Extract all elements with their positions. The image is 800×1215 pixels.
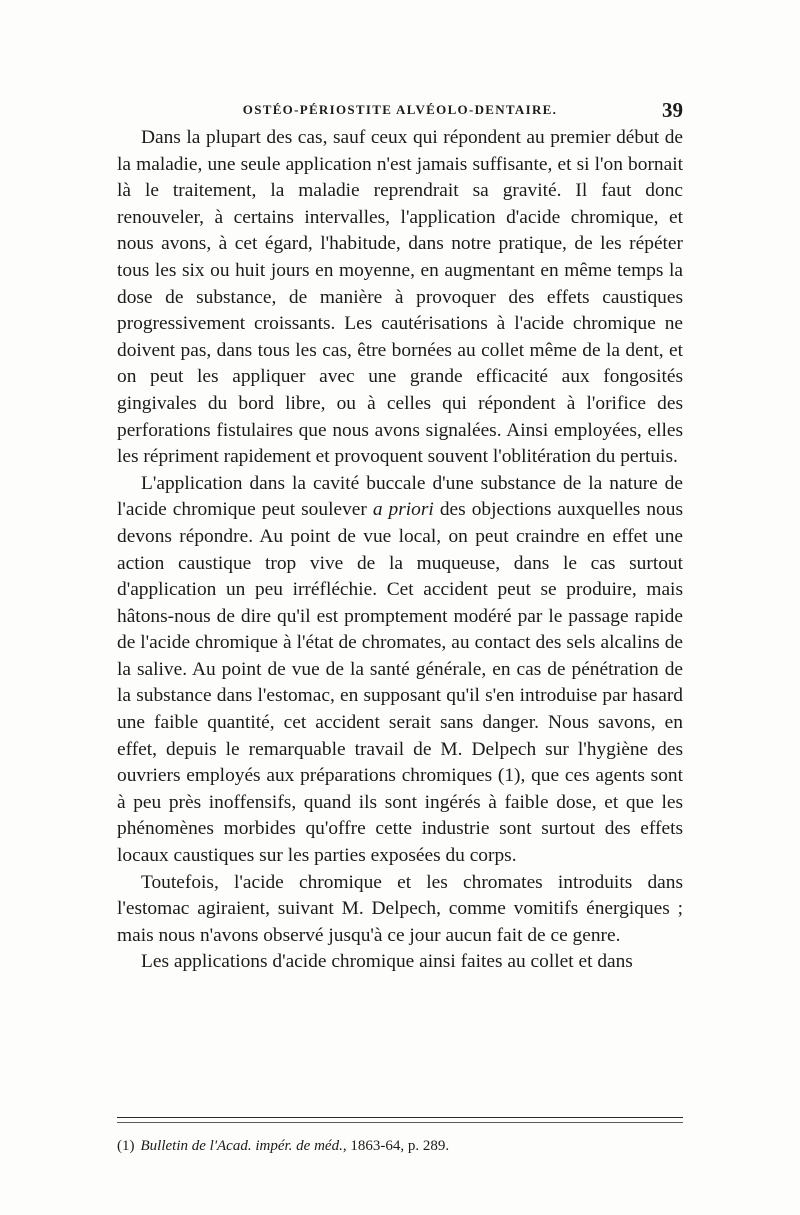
- paragraph-2-italic: a priori: [372, 499, 434, 521]
- paragraph-4: Les applications d'acide chromique ainsi faites au collet et dans: [141, 951, 633, 973]
- paragraph-2: [117, 471, 683, 870]
- footnote-rule-secondary: [117, 1122, 683, 1123]
- paragraph-3: Toutefois, l'acide chromique et les chromates introduits dans l'estomac agiraient, suivant M. Delpech, comme vomitifs énergiques ; mais nous n'avons observé jusqu'à ce jour aucun fait de ce genre.: [117, 871, 683, 946]
- footnote: [117, 1136, 683, 1156]
- paragraph-2-start: L'application dans la cavité buccale d'une substance de la nature de l'acide chromique peut soulever: [117, 472, 683, 521]
- footnote-rule: [117, 1117, 683, 1118]
- paragraph-1: Dans la plupart des cas, sauf ceux qui répondent au premier début de la maladie, une seule application n'est jamais suffisante, et si l'on bornait là le traitement, la maladie reprendrait sa gravité. Il faut donc renouveler, à certains intervalles, l'application d'acide chromique, et nous avons, à cet égard, l'habitude, dans notre pratique, de les répéter tous les six ou huit jours en moyenne, en augmentant en même temps la dose de substance, de manière à provoquer des effets caustiques progressivement croissants. Les cautérisations à l'acide chromique ne doivent pas, dans tous les cas, être bornées au collet même de la dent, et on peut les appliquer avec une grande efficacité aux fongosités gingivales du bord libre, ou à celles qui répondent à l'orifice des perforations fistulaires que nous avons signalées. Ainsi employées, elles les répriment rapidement et provoquent souvent l'oblitération du pertuis.: [117, 127, 683, 468]
- footnote-mark: (1): [117, 1138, 135, 1154]
- running-title: OSTÉO-PÉRIOSTITE ALVÉOLO-DENTAIRE.: [242, 102, 558, 117]
- paragraph-2-rest: des objections auxquelles nous devons répondre. Au point de vue local, on peut craindre en effet une action caustique trop vive de la muqueuse, dans le cas surtout d'application un peu irréfléchie. Cet accident peut se produire, mais hâtons-nous de dire qu'il est promptement modéré par le passage rapide de l'acide chromique à l'état de chromates, au contact des sels alcalins de la salive. Au point de vue de la santé générale, en cas de pénétration de la substance dans l'estomac, en supposant qu'il s'en introduise par hasard une faible quantité, cet accident serait sans danger. Nous savons, en effet, depuis le remarquable travail de M. Delpech sur l'hygiène des ouvriers employés aux préparations chromiques (1), que ces agents sont à peu près inoffensifs, quand ils sont ingérés à faible dose, et que les phénomènes morbides qu'offre cette industrie sont surtout des effets locaux caustiques sur les parties exposées du corps.: [117, 499, 683, 867]
- page-number: 39: [662, 98, 683, 122]
- body-text: [117, 125, 683, 976]
- running-head: [117, 100, 683, 124]
- footnote-details: , 1863-64, p. 289.: [342, 1138, 450, 1154]
- footnote-source: Bulletin de l'Acad. impér. de méd.: [140, 1138, 343, 1154]
